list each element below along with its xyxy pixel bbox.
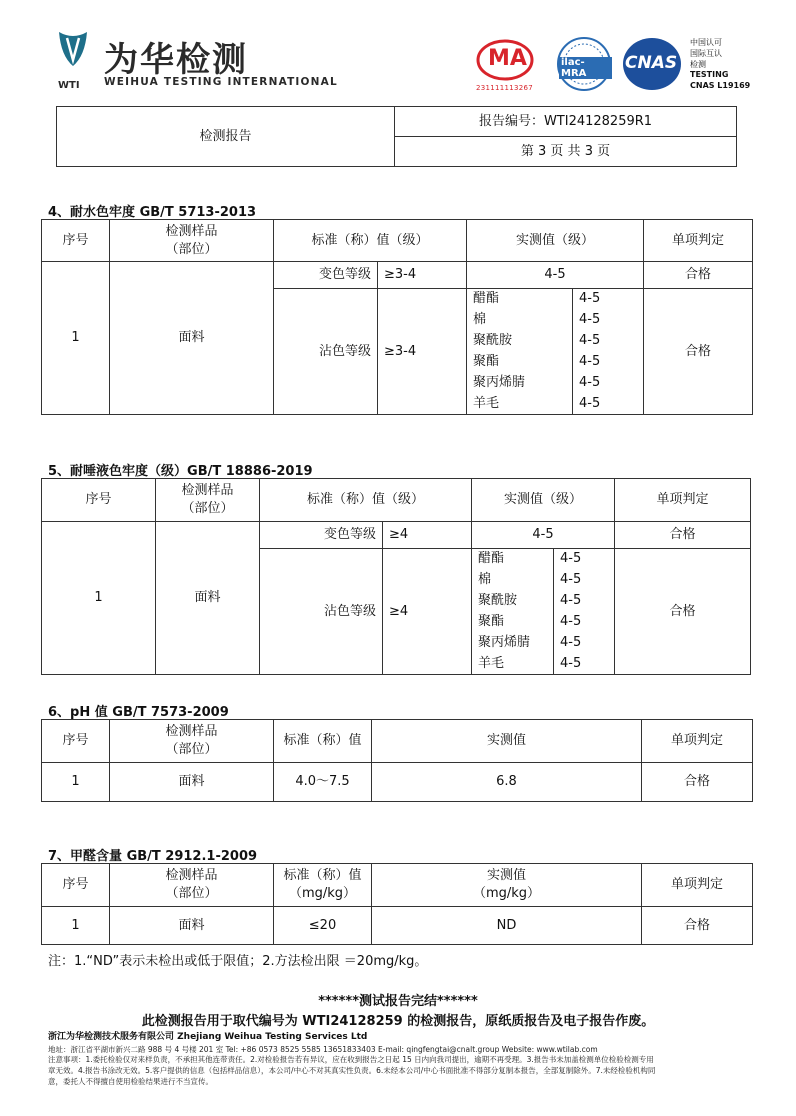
staining-label: 沾色等级 [260, 549, 383, 675]
footer-notice: 章无效。4.报告书涂改无效。5.客户提供的信息（包括样品信息），本公司/中心不对其真实性负责。6.未经本公司/中心书面批准不得部分复制本报告，全部复制除外。7.未经检验机构同 [48, 1066, 656, 1076]
header-standard: 标准（称）值（级） [274, 220, 467, 262]
cnas-info [690, 38, 760, 92]
fiber-name: 聚酯 [467, 352, 573, 373]
header-result: 单项判定 [615, 479, 751, 522]
cnas-line: 检测 [690, 59, 706, 69]
staining-std: ≥3-4 [378, 289, 467, 415]
header-standard: 标准（称）值 [274, 720, 372, 763]
fiber-value: 4-5 [554, 612, 615, 633]
color-change-result: 合格 [615, 522, 751, 549]
section-7-table [41, 863, 753, 945]
fiber-name: 棉 [472, 570, 554, 591]
fiber-name: 聚丙烯腈 [467, 373, 573, 394]
fiber-value: 4-5 [573, 310, 644, 331]
footer-company: 浙江为华检测技术服务有限公司 Zhejiang Weihua Testing Services Ltd [48, 1032, 368, 1042]
row-no: 1 [42, 763, 110, 802]
fiber-value: 4-5 [554, 633, 615, 654]
wti-logo-icon [55, 30, 91, 80]
cnas-logo [622, 36, 682, 92]
cnas-line: CNAS L19169 [690, 81, 751, 91]
header-sample: 检测样品 （部位） [110, 864, 274, 907]
logo-abbr: WTI [58, 80, 80, 91]
fiber-name: 羊毛 [467, 394, 573, 415]
color-change-value: 4-5 [467, 262, 644, 289]
color-change-std: ≥3-4 [378, 262, 467, 289]
color-change-std: ≥4 [383, 522, 472, 549]
replace-note: 此检测报告用于取代编号为 WTI24128259 的检测报告，原纸质报告及电子报告作废。 [141, 1014, 655, 1029]
report-info-box [56, 106, 737, 167]
cma-logo [474, 38, 536, 96]
header-standard: 标准（称）值 （mg/kg） [274, 864, 372, 907]
fiber-value: 4-5 [573, 373, 644, 394]
section-4-title: 4、耐水色牢度 GB/T 5713-2013 [48, 205, 257, 220]
fiber-name: 羊毛 [472, 654, 554, 675]
fiber-name: 醋酯 [472, 549, 554, 570]
row-no: 1 [42, 262, 110, 415]
standard-value: 4.0～7.5 [274, 763, 372, 802]
footer-notice: 意，委托人不得擅自使用检验结果进行不当宣传。 [48, 1077, 213, 1087]
footer [48, 1031, 758, 1088]
staining-result: 合格 [615, 549, 751, 675]
fiber-name: 棉 [467, 310, 573, 331]
report-page: 第 3 页 共 3 页 [395, 137, 737, 167]
header-result: 单项判定 [644, 220, 753, 262]
header-no: 序号 [42, 864, 110, 907]
standard-value: ≤20 [274, 907, 372, 945]
fiber-name: 聚酰胺 [467, 331, 573, 352]
row-no: 1 [42, 522, 156, 675]
footer-address: 地址：浙江省平湖市新兴二路 988 号 4 号楼 201 室 Tel: +86 0573 8525 5585 13651833403 E-mail: qingfengtai@cnalt.group Website: www.wtilab.com [48, 1044, 598, 1054]
fiber-value: 4-5 [554, 549, 615, 570]
result: 合格 [642, 907, 753, 945]
section-5-table [41, 478, 751, 675]
note: 注：1.“ND”表示未检出或低于限值；2.方法检出限 ＝20mg/kg。 [48, 954, 428, 969]
fiber-value: 4-5 [573, 289, 644, 310]
header-no: 序号 [42, 220, 110, 262]
report-number: 报告编号：WTI24128259R1 [395, 107, 737, 137]
fiber-value: 4-5 [554, 570, 615, 591]
section-7-title: 7、甲醛含量 GB/T 2912.1-2009 [48, 849, 258, 864]
header-sample: 检测样品 （部位） [156, 479, 260, 522]
sample-name: 面料 [110, 262, 274, 415]
header-sample: 检测样品 （部位） [110, 720, 274, 763]
cnas-line: 国际互认 [690, 48, 722, 58]
header-measured: 实测值（级） [467, 220, 644, 262]
measured-value: 6.8 [372, 763, 642, 802]
header-result: 单项判定 [642, 864, 753, 907]
end-mark: ******测试报告完结****** [318, 994, 478, 1009]
color-change-value: 4-5 [472, 522, 615, 549]
fiber-value: 4-5 [573, 394, 644, 415]
cma-text: MA [488, 46, 527, 71]
section-5-title: 5、耐唾液色牢度（级）GB/T 18886-2019 [48, 464, 313, 479]
fiber-value: 4-5 [554, 591, 615, 612]
logo-en-name: WEIHUA TESTING INTERNATIONAL [104, 76, 338, 88]
logo-cn-name: 为华检测 [104, 40, 248, 80]
ilac-text: ilac-MRA [559, 57, 612, 79]
section-6-table [41, 719, 753, 802]
header-measured: 实测值（级） [472, 479, 615, 522]
row-no: 1 [42, 907, 110, 945]
header-no: 序号 [42, 720, 110, 763]
report-title: 检测报告 [57, 107, 395, 167]
header-standard: 标准（称）值（级） [260, 479, 472, 522]
measured-value: ND [372, 907, 642, 945]
color-change-label: 变色等级 [260, 522, 383, 549]
ilac-mra-logo [556, 36, 612, 92]
fiber-name: 聚酰胺 [472, 591, 554, 612]
staining-result: 合格 [644, 289, 753, 415]
staining-label: 沾色等级 [274, 289, 378, 415]
staining-std: ≥4 [383, 549, 472, 675]
fiber-value: 4-5 [573, 352, 644, 373]
fiber-name: 聚酯 [472, 612, 554, 633]
header-measured: 实测值 [372, 720, 642, 763]
cnas-line: 中国认可 [690, 38, 722, 47]
section-6-title: 6、pH 值 GB/T 7573-2009 [48, 705, 229, 720]
section-4-table [41, 219, 753, 415]
sample-name: 面料 [156, 522, 260, 675]
color-change-result: 合格 [644, 262, 753, 289]
fiber-value: 4-5 [573, 331, 644, 352]
result: 合格 [642, 763, 753, 802]
color-change-label: 变色等级 [274, 262, 378, 289]
cma-number: 231111113267 [476, 84, 534, 92]
footer-notice: 注意事项：1.委托检验仅对来样负责，不承担其他连带责任。2.对检验报告若有异议，应在收到报告之日起 15 日内向我司提出，逾期不再受理。3.报告书未加盖检测单位检验检测专用 [48, 1055, 654, 1065]
fiber-name: 聚丙烯腈 [472, 633, 554, 654]
header-result: 单项判定 [642, 720, 753, 763]
sample-name: 面料 [110, 907, 274, 945]
fiber-name: 醋酯 [467, 289, 573, 310]
header [0, 0, 796, 100]
header-sample: 检测样品 （部位） [110, 220, 274, 262]
sample-name: 面料 [110, 763, 274, 802]
header-measured: 实测值 （mg/kg） [372, 864, 642, 907]
header-no: 序号 [42, 479, 156, 522]
fiber-value: 4-5 [554, 654, 615, 675]
cnas-line: TESTING [690, 70, 729, 80]
cnas-text: CNAS [625, 53, 678, 73]
